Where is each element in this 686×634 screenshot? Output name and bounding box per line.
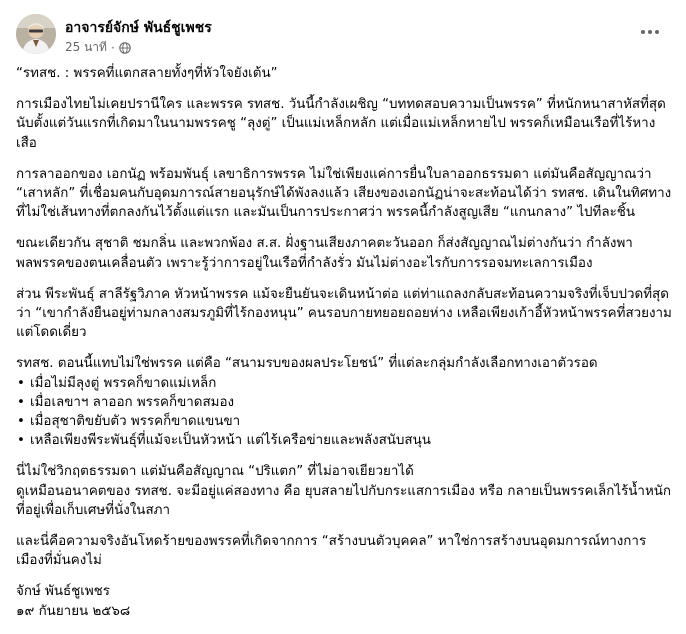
post-header: [16, 12, 670, 56]
paragraph-7: และนี่คือความจริงอันโหดร้ายของพรรคที่เกิดจากการ “สร้างบนตัวบุคคล” หาใช่การสร้างบนอุดมการณ์ทางการเมืองที่มั่นคงไม่: [16, 534, 647, 569]
post-date: ๑๙ กันยายน ๒๕๖๘: [16, 603, 131, 619]
paragraph-2: การลาออกของ เอกนัฏ พร้อมพันธุ์ เลขาธิการพรรค ไม่ใช่เพียงแค่การยื่นใบลาออกธรรมดา แต่มันคือสัญญาณว่า “เสาหลัก” ที่เชื่อมคนกับอุดมการณ์สายอนุรักษ์ได้พังลงแล้ว เสียงของเอกนัฏน่าจะสะท้อนได้ว่า รทสช. เดินในทิศทางที่ไม่ใช่เส้นทางที่ตกลงกันไว้ตั้งแต่แรก และมันเป็นการประกาศว่า พรรคนี้กำลังสูญเสีย “แกนกลาง” ไปทีละชิ้น: [16, 166, 672, 221]
list-item: • เหลือเพียงพีระพันธุ์ที่แม้จะเป็นหัวหน้า แต่ไร้เครือข่ายและพลังสนับสนุน: [16, 431, 672, 450]
post-headline: “รทสช. : พรรคที่แตกสลายทั้งๆที่หัวใจยังเต้น”: [16, 66, 278, 81]
paragraph-6b: ดูเหมือนอนาคตของ รทสช. จะมีอยู่แค่สองทาง คือ ยุบสลายไปกับกระแสการเมือง หรือ กลายเป็นพรรคเล็กไร้น้ำหนักที่อยู่เพื่อเก็บเศษที่นั่งในสภา: [16, 483, 672, 518]
list-item: • เมื่อเลขาฯ ลาออก พรรคก็ขาดสมอง: [16, 393, 672, 412]
paragraph-5: รทสช. ตอนนี้แทบไม่ใช่พรรค แต่คือ “สนามรบของผลประโยชน์” ที่แต่ละกลุ่มกำลังเลือกทางเอาตัวรอด: [16, 356, 598, 372]
globe-icon: [119, 42, 131, 54]
avatar[interactable]: [16, 14, 56, 54]
paragraph-4: ส่วน พีระพันธุ์ สาลีรัฐวิภาค หัวหน้าพรรค แม้จะยืนยันจะเดินหน้าต่อ แต่ท่าแถลงกลับสะท้อนความจริงที่เจ็บปวดที่สุดว่า “เขากำลังยืนอยู่ท่ามกลางสมรภูมิที่ไร้กองหนุน” คนรอบกายทยอยถอยห่าง เหลือเพียงเก้าอี้หัวหน้าพรรคที่สวยงามแต่โดดเดี่ยว: [16, 286, 672, 341]
paragraph-6a: นี่ไม่ใช่วิกฤตธรรมดา แต่มันคือสัญญาณ “ปริแตก” ที่ไม่อาจเยียวยาได้: [16, 464, 414, 480]
author-name[interactable]: อาจารย์จักษ์ พันธ์ชูเพชร: [65, 20, 212, 36]
paragraph-3: ขณะเดียวกัน สุชาติ ชมกลิ่น และพวกพ้อง ส.ส. ฝั่งฐานเสียงภาคตะวันออก ก็ส่งสัญญาณไม่ต่างกันว่า กำลังพาพลพรรคของตนเคลื่อนตัว เพราะรู้ว่าการอยู่ในเรือที่กำลังรั่ว มันไม่ต่างอะไรกับการรอจมทะเลการเมือง: [16, 236, 633, 271]
meta-separator: ·: [110, 40, 115, 55]
signature: จักษ์ พันธ์ชูเพชร: [16, 584, 110, 600]
bullet-list: [16, 374, 672, 451]
post-body: [16, 64, 672, 621]
post-meta: [65, 38, 131, 57]
list-item: • เมื่อสุชาติขยับตัว พรรคก็ขาดแขนขา: [16, 412, 672, 431]
list-item: • เมื่อไม่มีลุงตู่ พรรคก็ขาดแม่เหล็ก: [16, 374, 672, 393]
more-horizontal-icon: [641, 30, 645, 34]
post-time[interactable]: 25 นาที: [65, 40, 107, 54]
more-options-button[interactable]: [636, 20, 664, 44]
paragraph-1: การเมืองไทยไม่เคยปรานีใคร และพรรค รทสช. วันนี้กำลังเผชิญ “บททดสอบความเป็นพรรค” ที่หนักหนาสาหัสที่สุด นับตั้งแต่วันแรกที่เกิดมาในนามพรรคชู “ลุงตู่” เป็นแม่เหล็กหลัก แต่เมื่อแม่เหล็กหายไป พรรคก็เหมือนเรือที่ไร้หางเสือ: [16, 97, 666, 151]
